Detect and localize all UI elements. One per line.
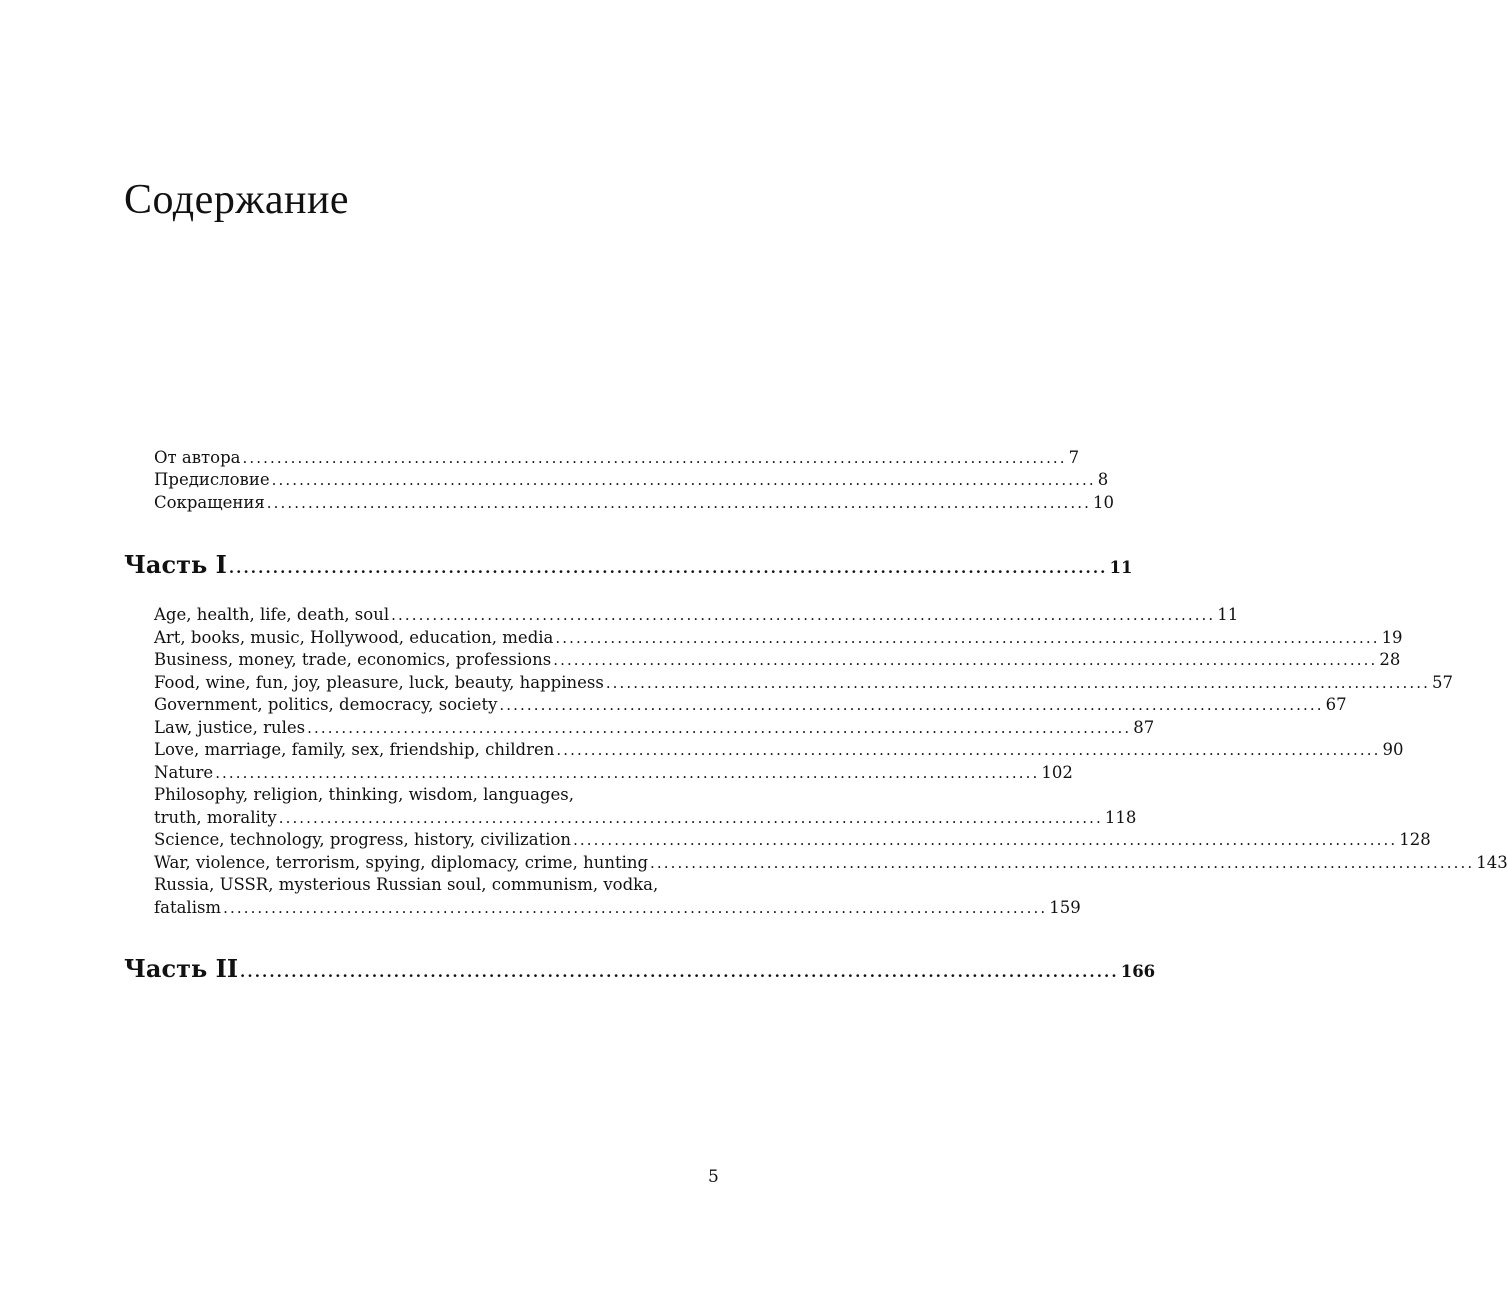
toc-entry-page: 11	[1217, 605, 1239, 624]
toc-entry[interactable]	[154, 739, 1404, 762]
toc-entry-label: Предисловие	[154, 470, 270, 489]
toc-entry[interactable]	[154, 852, 1508, 875]
toc-entry[interactable]	[154, 604, 1239, 627]
toc-entry-page: 118	[1104, 808, 1137, 827]
toc-leader-dots: ........................................................................................................................	[650, 854, 1475, 872]
toc-leader-dots: ........................................................................................................................	[556, 741, 1381, 759]
toc-entry-page: 10	[1092, 493, 1114, 512]
toc-leader-dots: ........................................................................................................................	[553, 651, 1378, 669]
toc-entry[interactable]	[154, 807, 1137, 830]
toc-entry[interactable]	[154, 649, 1401, 672]
toc-entry-label: truth, morality	[154, 808, 277, 827]
toc-entry-label-line1: Russia, USSR, mysterious Russian soul, communism, vodka,	[154, 875, 659, 894]
toc-leader-dots: ........................................................................................................................	[555, 629, 1380, 647]
toc-entry[interactable]	[154, 469, 1109, 492]
toc-entry-label: Government, politics, democracy, society	[154, 695, 498, 714]
toc-leader-dots: ........................................................................................................................	[215, 764, 1040, 782]
toc-entry-label: Сокращения	[154, 493, 265, 512]
toc-entry-label: Business, money, trade, economics, professions	[154, 650, 552, 669]
toc-entry-page: 8	[1097, 470, 1109, 489]
toc-leader-dots: ........................................................................................................................	[223, 899, 1048, 917]
toc-entry-label: От автора	[154, 448, 241, 467]
toc-entry[interactable]	[154, 492, 1114, 515]
toc-entry[interactable]	[154, 717, 1155, 740]
toc-entry[interactable]	[154, 694, 1347, 717]
toc-leader-dots: ........................................................................................................................	[391, 606, 1216, 624]
toc-entry-label-line1: Philosophy, religion, thinking, wisdom, languages,	[154, 785, 574, 804]
toc-entry-label: Law, justice, rules	[154, 718, 306, 737]
toc-entry-label: Age, health, life, death, soul	[154, 605, 390, 624]
toc-entry-page: 90	[1382, 740, 1404, 759]
page-number: 5	[708, 1167, 719, 1187]
part-heading-page: 166	[1120, 962, 1156, 981]
toc-leader-dots: ........................................................................................................................	[605, 674, 1430, 692]
toc-entry-page: 143	[1476, 853, 1508, 872]
toc-entry[interactable]	[154, 897, 1081, 920]
toc-entry[interactable]	[154, 447, 1080, 470]
toc-leader-dots: ........................................................................................................................	[278, 809, 1103, 827]
toc-entry-label: Nature	[154, 763, 214, 782]
toc-entry[interactable]	[154, 829, 1431, 852]
toc-entry-page: 102	[1041, 763, 1073, 782]
toc-entry-page: 57	[1431, 673, 1453, 692]
toc-leader-dots: ........................................................................................................................	[307, 719, 1132, 737]
toc-entry[interactable]	[154, 672, 1453, 695]
toc-entry-page: 128	[1399, 830, 1431, 849]
toc-entry-label: Science, technology, progress, history, civilization	[154, 830, 572, 849]
toc-leader-dots: ........................................................................................................................	[271, 471, 1096, 489]
toc-entry-label: Love, marriage, family, sex, friendship, children	[154, 740, 555, 759]
toc-leader-dots: ........................................................................................................................	[242, 449, 1067, 467]
toc-entry-page: 67	[1325, 695, 1347, 714]
toc-leader-dots: ........................................................................................................................	[573, 831, 1398, 849]
toc-entry-label: War, violence, terrorism, spying, diplomacy, crime, hunting	[154, 853, 649, 872]
toc-entry-page: 159	[1049, 898, 1081, 917]
toc-entry-page: 28	[1379, 650, 1401, 669]
toc-entry-label: Food, wine, fun, joy, pleasure, luck, beauty, happiness	[154, 673, 604, 692]
toc-leader-dots: ........................................................................................................................	[499, 696, 1324, 714]
toc-entry-page: 19	[1381, 628, 1403, 647]
toc-entry[interactable]	[154, 627, 1403, 650]
toc-entry[interactable]	[154, 762, 1073, 785]
part-heading-page: 11	[1109, 558, 1133, 577]
toc-leader-dots: ........................................................................................................................	[266, 494, 1091, 512]
toc-entry-page: 7	[1068, 448, 1080, 467]
page-title: Содержание	[124, 177, 350, 223]
part-heading-label: Часть I	[124, 550, 227, 579]
toc-entry-label: Art, books, music, Hollywood, education, media	[154, 628, 554, 647]
part-heading[interactable]	[124, 550, 1133, 580]
part-heading-label: Часть II	[124, 954, 239, 983]
toc-leader-dots: ........................................................................................................................	[228, 559, 1108, 577]
toc-entry-label: fatalism	[154, 898, 222, 917]
toc-leader-dots: ........................................................................................................................	[240, 963, 1119, 981]
part-heading[interactable]	[124, 954, 1156, 984]
toc-entry-page: 87	[1133, 718, 1155, 737]
